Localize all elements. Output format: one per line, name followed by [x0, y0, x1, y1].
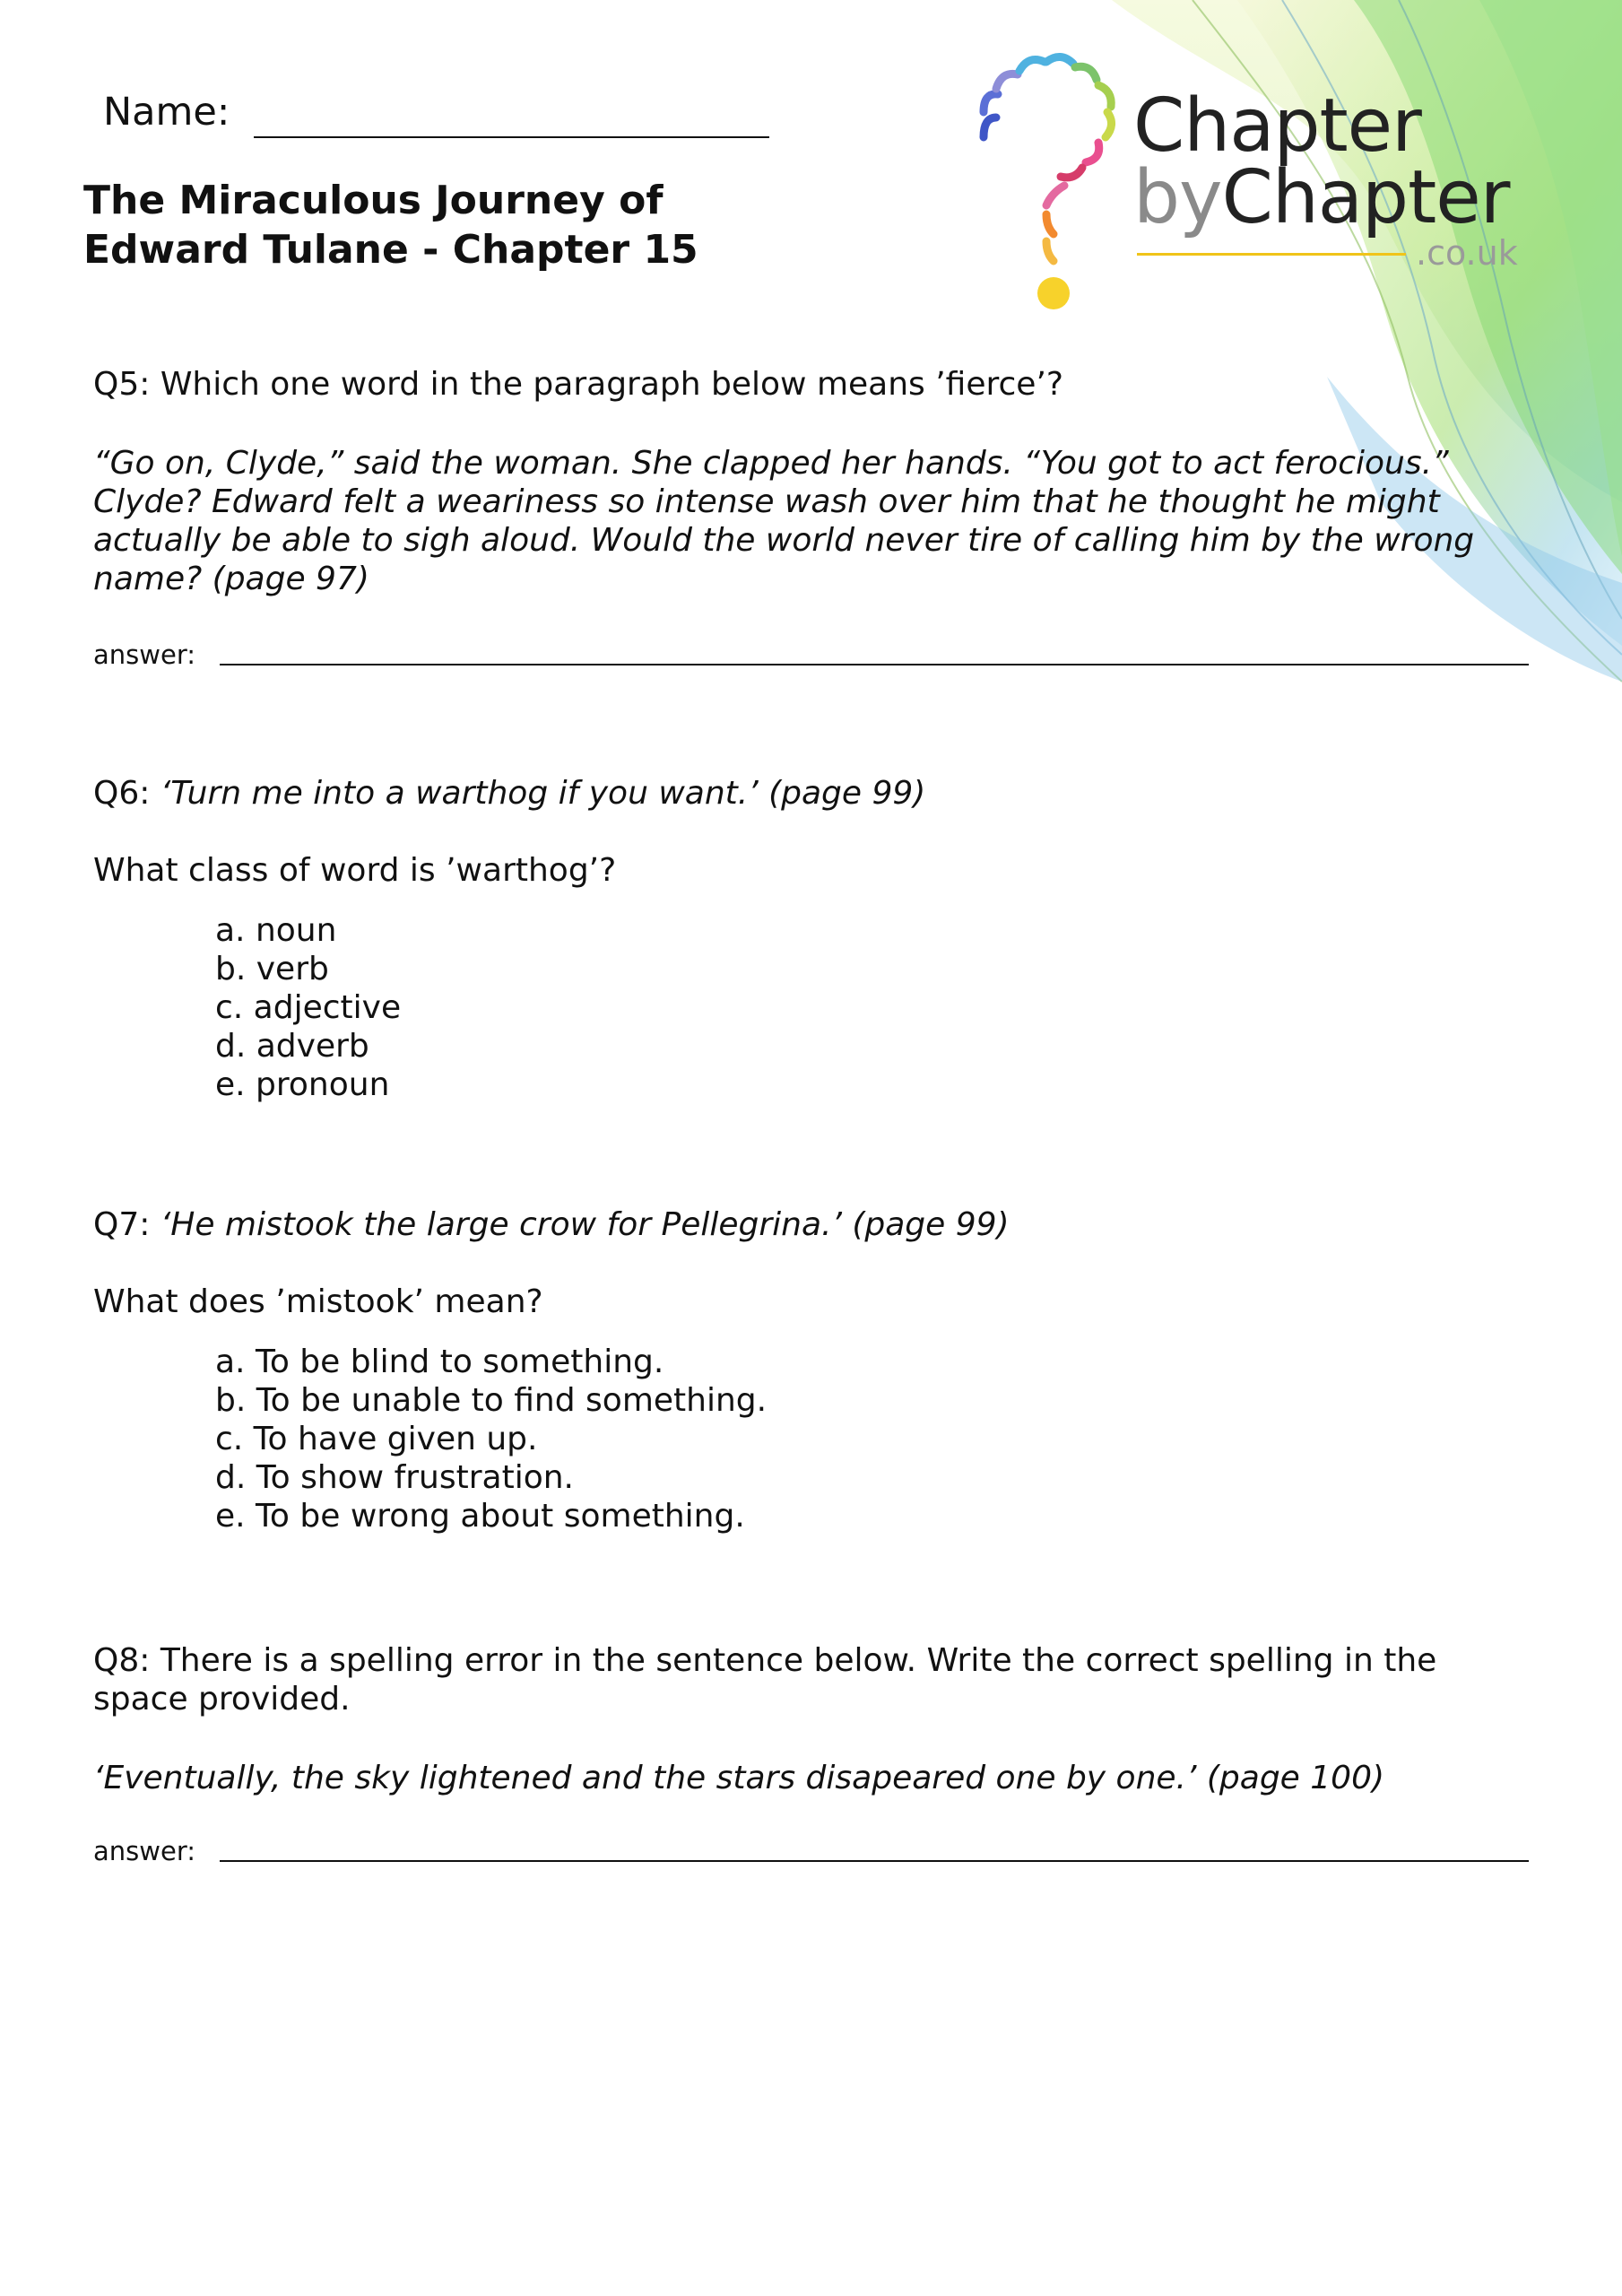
q6-quote: ‘Turn me into a warthog if you want.’ (page 99) — [160, 775, 926, 812]
q5-paragraph-line-4: name? (page 97) — [93, 561, 369, 597]
name-field[interactable] — [254, 136, 769, 138]
q7-option-a[interactable]: a. To be blind to something. — [215, 1344, 664, 1380]
q6-question: What class of word is ’warthog’? — [93, 852, 617, 889]
q5-paragraph — [93, 444, 1474, 598]
logo-word-by: by — [1133, 155, 1222, 240]
q7-options — [215, 1343, 767, 1535]
q8-prompt-line-1: Q8: There is a spelling error in the sentence below. Write the correct spelling in the — [93, 1642, 1437, 1679]
q7-question: What does ’mistook’ mean? — [93, 1283, 543, 1320]
logo-underline — [1137, 253, 1406, 256]
q6-option-a[interactable]: a. noun — [215, 912, 337, 949]
q5-answer-label: answer: — [93, 639, 196, 670]
logo-line-by-chapter — [1133, 155, 1510, 240]
q8-quote: ‘Eventually, the sky lightened and the stars disapeared one by one.’ (page 100) — [93, 1760, 1385, 1796]
q6-option-c[interactable]: c. adjective — [215, 989, 402, 1026]
logo-word-chapter-2: Chapter — [1221, 155, 1510, 240]
q6-options — [215, 911, 401, 1104]
worksheet-title — [83, 176, 698, 274]
q7-option-c[interactable]: c. To have given up. — [215, 1421, 538, 1457]
q6-option-d[interactable]: d. adverb — [215, 1028, 369, 1065]
q7-option-b[interactable]: b. To be unable to find something. — [215, 1382, 768, 1419]
q8-answer-label: answer: — [93, 1836, 196, 1866]
q5-paragraph-line-1: “Go on, Clyde,” said the woman. She clapped her hands. “You got to act ferocious.” — [93, 445, 1449, 482]
title-line-2: Edward Tulane - Chapter 15 — [83, 227, 698, 273]
q5-prompt: Q5: Which one word in the paragraph below means ’fierce’? — [93, 366, 1064, 403]
q6-option-b[interactable]: b. verb — [215, 951, 329, 987]
q5-answer-field[interactable] — [220, 664, 1529, 665]
q7-option-e[interactable]: e. To be wrong about something. — [215, 1498, 745, 1535]
q7-option-d[interactable]: d. To show frustration. — [215, 1459, 574, 1496]
q5-paragraph-line-2: Clyde? Edward felt a weariness so intense wash over him that he thought he might — [93, 483, 1440, 520]
q6-prompt — [93, 775, 925, 812]
q7-prompt — [93, 1206, 1010, 1243]
q8-prompt-line-2: space provided. — [93, 1681, 351, 1718]
q8-answer-field[interactable] — [220, 1860, 1529, 1862]
logo-word-chapter: Chapter — [1133, 83, 1421, 169]
q5-paragraph-line-3: actually be able to sigh aloud. Would the world never tire of calling him by the wrong — [93, 522, 1475, 559]
q6-number: Q6: — [93, 775, 160, 812]
q7-quote: ‘He mistook the large crow for Pellegrina.’ (page 99) — [160, 1206, 1010, 1243]
q8-prompt — [93, 1641, 1436, 1718]
q7-number: Q7: — [93, 1206, 160, 1243]
question-mark-books-icon — [964, 49, 1143, 314]
title-line-1: The Miraculous Journey of — [83, 178, 664, 223]
name-label: Name: — [103, 90, 230, 135]
q6-option-e[interactable]: e. pronoun — [215, 1066, 390, 1103]
logo-domain: .co.uk — [1416, 233, 1518, 273]
